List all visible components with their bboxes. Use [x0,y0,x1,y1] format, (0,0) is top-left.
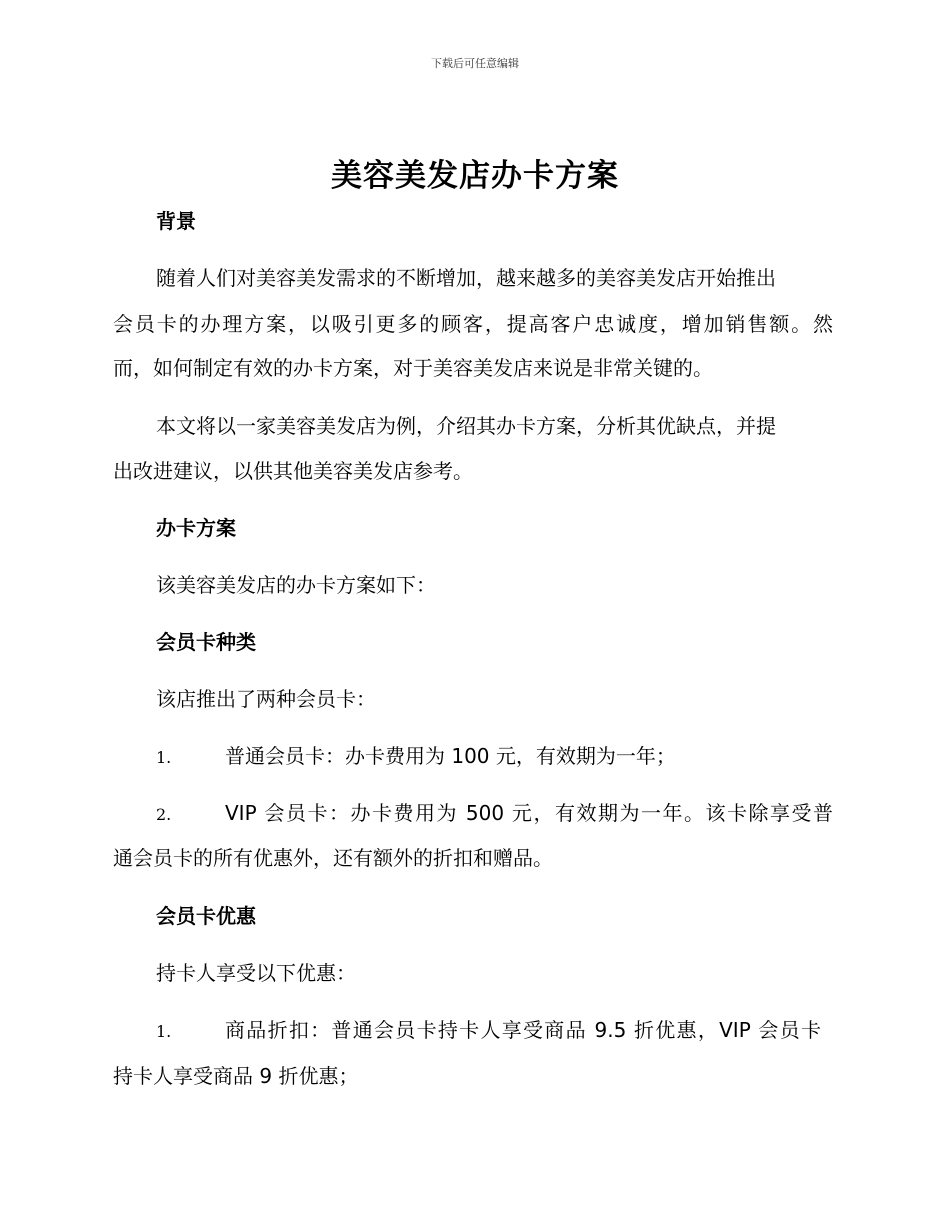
list-text: 普通会员卡：办卡费用为 100 元，有效期为一年； [225,744,676,768]
list-text: VIP 会员卡：办卡费用为 500 元，有效期为一年。该卡除享受普 [225,801,833,825]
paragraph-line: 会员卡的办理方案，以吸引更多的顾客，提高客户忠诚度，增加销售额。然 [113,312,833,336]
paragraph-line: 本文将以一家美容美发店为例，介绍其办卡方案，分析其优缺点，并提 [156,414,776,438]
section-heading-benefits: 会员卡优惠 [156,904,256,928]
section-heading-background: 背景 [156,209,196,233]
section-heading-plan: 办卡方案 [156,516,236,540]
list-text-continuation: 持卡人享受商品 9 折优惠； [113,1064,359,1088]
paragraph-line: 该美容美发店的办卡方案如下： [156,573,436,597]
paragraph-line: 持卡人享受以下优惠： [156,961,356,985]
list-text-continuation: 通会员卡的所有优惠外，还有额外的折扣和赠品。 [113,846,553,870]
list-number: 1. [156,1022,172,1041]
paragraph-line: 而，如何制定有效的办卡方案，对于美容美发店来说是非常关键的。 [113,356,713,380]
page-title: 美容美发店办卡方案 [331,158,619,194]
list-number: 2. [156,805,172,824]
header-note: 下载后可任意编辑 [431,57,519,70]
list-number: 1. [156,748,172,767]
paragraph-line: 随着人们对美容美发需求的不断增加，越来越多的美容美发店开始推出 [156,266,776,290]
paragraph-line: 出改进建议，以供其他美容美发店参考。 [113,459,473,483]
section-heading-card-types: 会员卡种类 [156,630,256,654]
paragraph-line: 该店推出了两种会员卡： [156,687,376,711]
list-text: 商品折扣：普通会员卡持卡人享受商品 9.5 折优惠，VIP 会员卡 [225,1018,821,1042]
